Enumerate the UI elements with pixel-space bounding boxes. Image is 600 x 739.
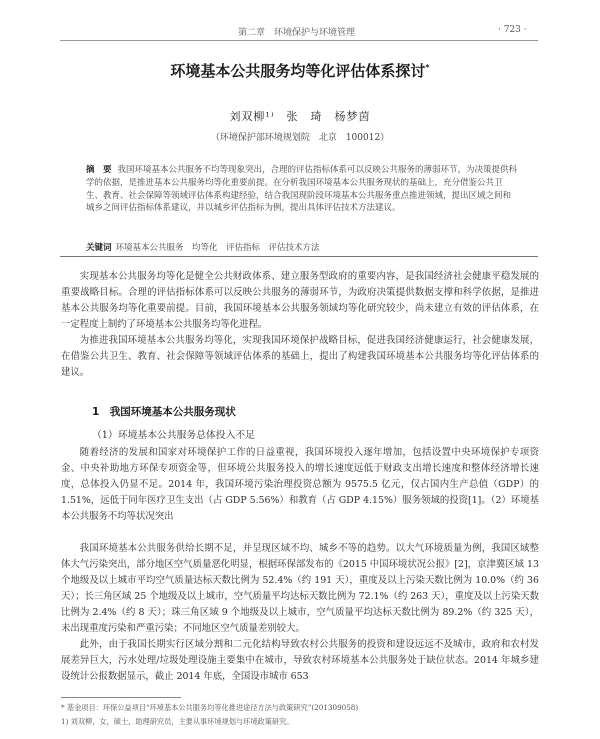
title-footnote-marker: * (425, 63, 430, 72)
header-rule (60, 40, 538, 41)
author-line: 刘双柳¹⁾ 张 琦 杨梦茵 (229, 110, 371, 123)
title-text: 环境基本公共服务均等化评估体系探讨 (170, 62, 426, 80)
article-title (0, 60, 600, 81)
body-paragraph-3: 随着经济的发展和国家对环境保护工作的日益重视，我国环境投入逐年增加，包括设置中央环境保护专项资金、中央补助地方环保专项资金等，但环境公共服务投入的增长速度远低于财政支出增长速度和整体经济增长速度，总体投入仍显不足。2014 年，我国环境污染治理投资总额为 9575.5 亿元，仅占国内生产总值（GDP）的 1.51%，远低于同年医疗卫生支出（占 GDP 5.56%）和教育（占 GDP 4.15%）服务领域的投资[1]。（2）环境基本公共服务不均等状况突出 (61, 447, 539, 522)
page-number: · 723 · (498, 25, 527, 35)
keywords-label: 关键词 (86, 243, 112, 253)
abstract-block (86, 164, 518, 215)
chapter-title: 第二章 环境保护与环境管理 (238, 28, 356, 38)
section-1-heading: 1 我国环境基本公共服务现状 (92, 406, 236, 418)
abstract-label: 摘 要 (86, 165, 112, 175)
affiliation-line: （环境保护部环境规划院 北京 100012） (210, 133, 390, 143)
keywords-text: 环境基本公共服务 均等化 评估指标 评估技术方法 (115, 243, 320, 253)
abstract-text: 我国环境基本公共服务不均等现象突出，合理的评估指标体系可以反映公共服务的薄弱环节，为决策提供科学的依据，是推进基本公共服务均等化重要前提。在分析我国环境基本公共服务现状的基础上，充分借鉴公共卫生、教育、社会保障等领域评估体系构建经验，结合我国现阶段环境基本公共服务重点推进领域，提出区域之间和城乡之间评估指标体系建议，并以城乡评估指标为例，提出具体评估技术方法建议。 (86, 165, 518, 214)
running-header (0, 0, 600, 46)
intro-paragraph-2: 为推进我国环境基本公共服务均等化，实现我国环境保护战略目标，促进我国经济健康运行，社会健康发展，在借鉴公共卫生、教育、社会保障等领域评估体系的基础上，提出了构建我国环境基本公共服务均等化评估体系的建议。 (61, 335, 539, 378)
subsection-1-heading: （1）环境基本公共服务总体投入不足 (92, 430, 255, 441)
keywords-line (86, 241, 518, 253)
footnote-rule (61, 697, 181, 698)
footnote-funding: * 基金项目：环保公益项目“环境基本公共服务均等化推进途径方法与政策研究”(201309058) (61, 703, 359, 712)
abstract-separator (60, 256, 538, 257)
intro-paragraph-1: 实现基本公共服务均等化是健全公共财政体系、建立服务型政府的重要内容，是我国经济社会健康平稳发展的重要战略目标。合理的评估指标体系可以反映公共服务的薄弱环节，为政府决策提供数据支撑和科学依据，是推进基本公共服务均等化重要前提。目前，我国环境基本公共服务领域均等化研究较少，尚未建立有效的评估体系，在一定程度上制约了环境基本公共服务均等化进程。 (61, 271, 539, 330)
footnote-author: 1) 刘双柳，女，硕士，助理研究员，主要从事环境规划与环境政策研究。 (61, 717, 294, 726)
body-paragraph-5: 此外，由于我国长期实行区域分割和二元化结构导致农村公共服务的投资和建设远远不及城市，政府和农村发展差异巨大，污水处理/垃圾处理设施主要集中在城市，导致农村环境基本公共服务处于缺位状态。2014 年城乡建设统计公报数据显示，截止 2014 年底，全国设市城市 653 (61, 639, 539, 682)
body-paragraph-4: 我国环境基本公共服务供给长期不足，并呈现区域不均、城乡不等的趋势。以大气环境质量为例，我国区域整体大气污染突出，部分地区空气质量恶化明显，根据环保部发布的《2015 中国环境状况公报》[2]，京津冀区域 13 个地级及以上城市平均空气质量达标天数比例为 52.4%（约 191 天），重度及以上污染天数比例为 10.0%（约 36 天）；长三角区域 25 个地级及以上城市，空气质量平均达标天数比例为 72.1%（约 263 天），重度及以上污染天数比例为 2.4%（约 8 天）；珠三角区域 9 个地级及以上城市，空气质量平均达标天数比例为 89.2%（约 325 天），未出现重度污染和严重污染；不同地区空气质量差别较大。 (61, 543, 539, 634)
